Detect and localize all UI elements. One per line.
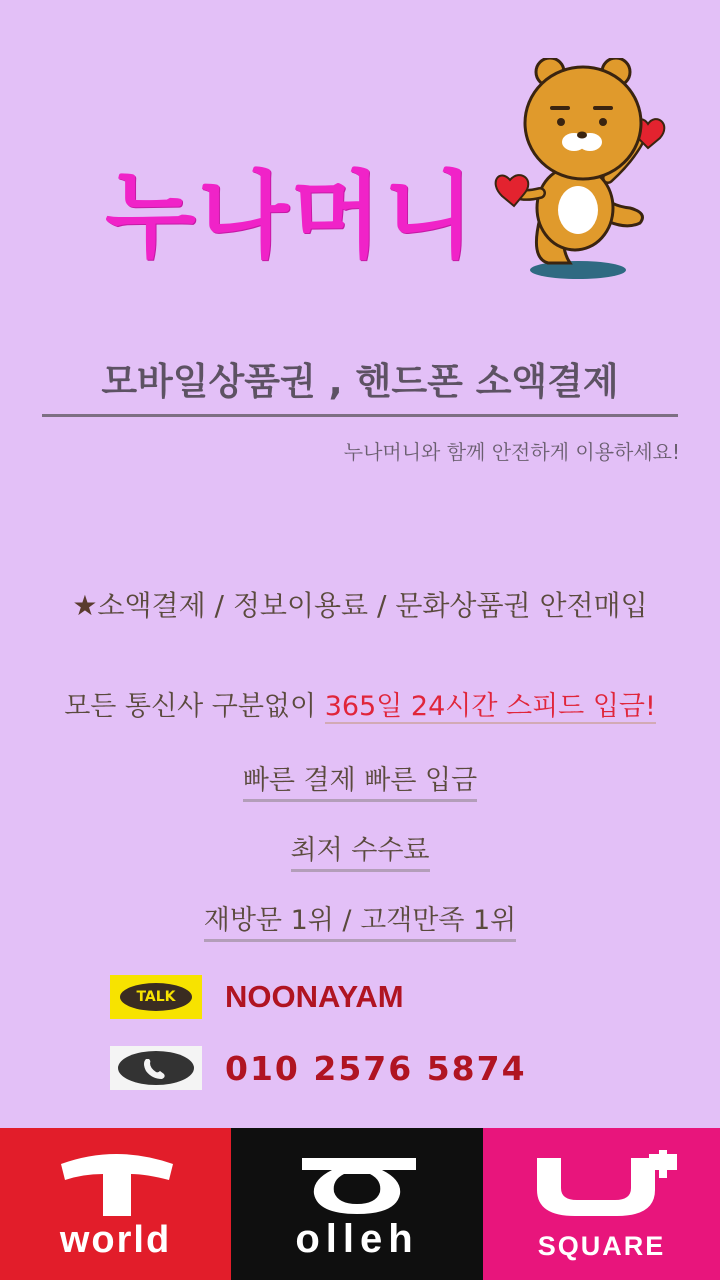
kt-olleh-logo bbox=[231, 1128, 483, 1280]
star-icon: ★ bbox=[72, 589, 98, 622]
headline: 모바일상품권 , 핸드폰 소액결제 bbox=[42, 356, 678, 417]
kakao-id[interactable]: NOONAYAM bbox=[225, 979, 404, 1014]
fast-payment-line bbox=[0, 758, 720, 802]
carrier-logos bbox=[0, 1128, 720, 1280]
ranking-text: 재방문 1위 / 고객만족 1위 bbox=[204, 898, 517, 942]
talk-label: TALK bbox=[120, 983, 192, 1011]
skt-label: world bbox=[59, 1219, 172, 1261]
skt-t-icon bbox=[51, 1150, 181, 1220]
speed-deposit-highlight: 365일 24시간 스피드 입금! bbox=[324, 691, 656, 722]
lgu-label: SQUARE bbox=[537, 1231, 666, 1261]
services-text: 소액결제 / 정보이용료 / 문화상품권 안전매입 bbox=[97, 589, 648, 622]
kakaotalk-icon[interactable] bbox=[110, 975, 202, 1019]
bear-mascot-icon bbox=[490, 58, 680, 288]
lowest-fee-line bbox=[0, 828, 720, 872]
all-carriers-prefix: 모든 통신사 구분없이 bbox=[64, 691, 325, 722]
all-carriers-line bbox=[0, 684, 720, 723]
olleh-o-icon bbox=[282, 1150, 432, 1220]
fast-payment-text: 빠른 결제 빠른 입금 bbox=[243, 758, 477, 802]
lgu-u-icon bbox=[517, 1150, 687, 1220]
brand-title: 누나머니 bbox=[105, 162, 477, 271]
phone-icon[interactable] bbox=[110, 1046, 202, 1090]
lgu-square-logo bbox=[483, 1128, 720, 1280]
services-line bbox=[0, 584, 720, 624]
skt-tworld-logo bbox=[0, 1128, 231, 1280]
subline: 누나머니와 함께 안전하게 이용하세요! bbox=[343, 440, 680, 464]
lowest-fee-text: 최저 수수료 bbox=[291, 828, 430, 872]
ranking-line bbox=[0, 898, 720, 942]
phone-number[interactable]: 010 2576 5874 bbox=[225, 1049, 527, 1088]
kt-label: olleh bbox=[295, 1217, 419, 1261]
